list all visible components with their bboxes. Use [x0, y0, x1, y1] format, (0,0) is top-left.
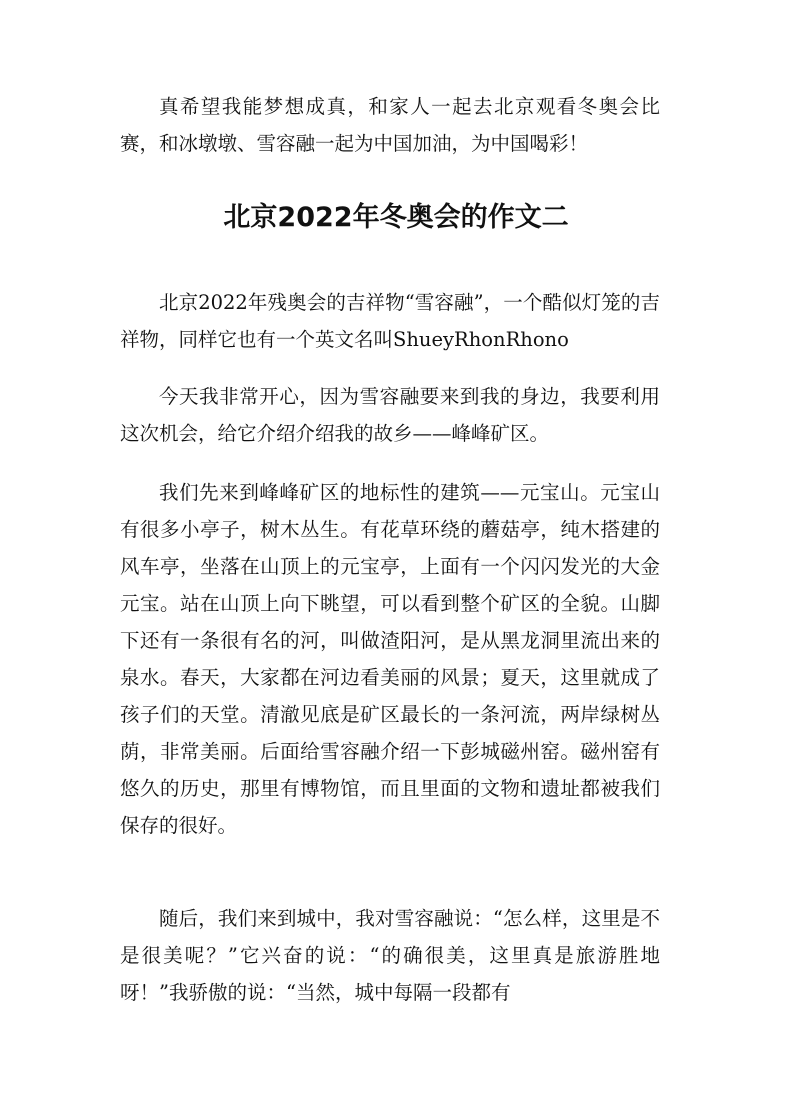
essay-title: 北京2022年冬奥会的作文二: [223, 202, 569, 233]
paragraph-1: 北京2022年残奥会的吉祥物“雪容融”，一个酷似灯笼的吉祥物，同样它也有一个英文名叫ShueyRhonRhono: [120, 291, 660, 351]
paragraph-3: 我们先来到峰峰矿区的地标性的建筑——元宝山。元宝山有很多小亭子，树木丛生。有花草环绕的蘑菇亭，纯木搭建的风车亭，坐落在山顶上的元宝亭，上面有一个闪闪发光的大金元宝。站在山顶上向下眺望，可以看到整个矿区的全貌。山脚下还有一条很有名的河，叫做渣阳河，是从黑龙洞里流出来的泉水。春天，大家都在河边看美丽的风景；夏天，这里就成了孩子们的天堂。清澈见底是矿区最长的一条河流，两岸绿树丛荫，非常美丽。后面给雪容融介绍一下彭城磁州窑。磁州窑有悠久的历史，那里有博物馆，而且里面的文物和遗址都被我们保存的很好。: [120, 481, 660, 837]
paragraph-4: 随后，我们来到城中，我对雪容融说：“怎么样，这里是不是很美呢？”它兴奋的说：“的确很美，这里真是旅游胜地呀！”我骄傲的说：“当然，城中每隔一段都有: [120, 907, 660, 1004]
paragraph-intro: 真希望我能梦想成真，和家人一起去北京观看冬奥会比赛，和冰墩墩、雪容融一起为中国加油，为中国喝彩！: [120, 95, 660, 155]
paragraph-2: 今天我非常开心，因为雪容融要来到我的身边，我要利用这次机会，给它介绍介绍我的故乡——峰峰矿区。: [120, 385, 660, 445]
